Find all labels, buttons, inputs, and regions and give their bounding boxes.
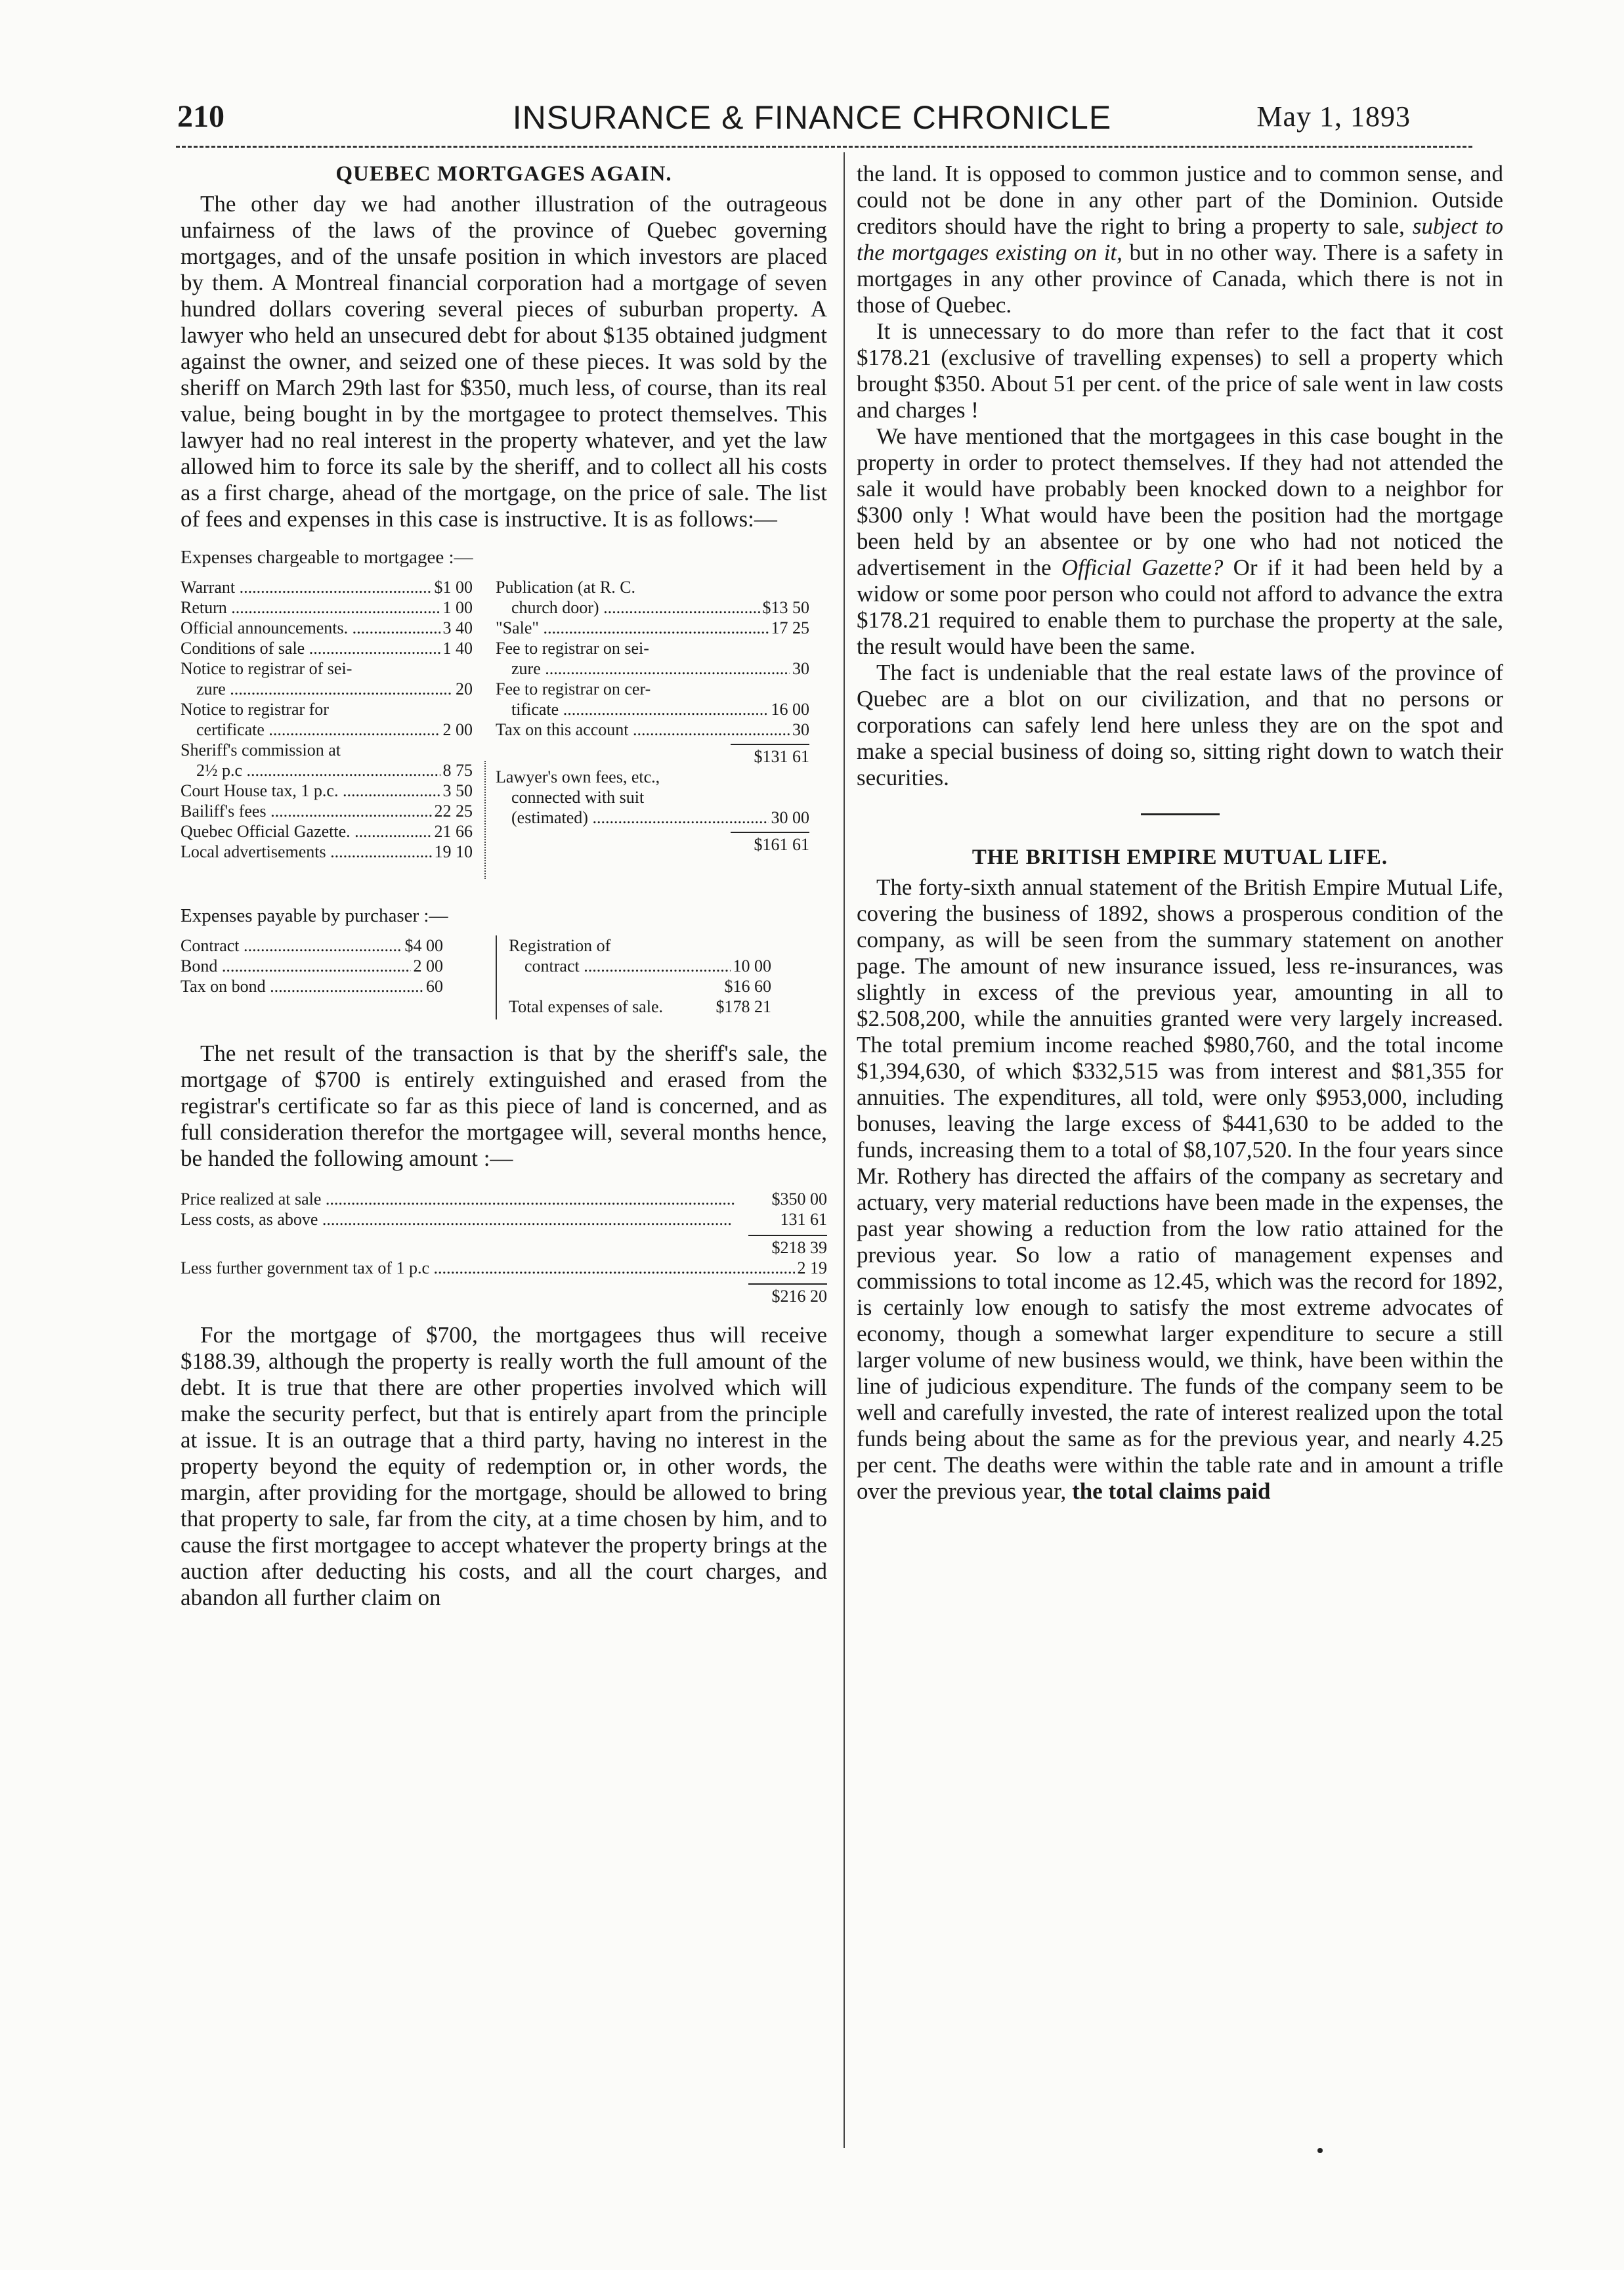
purchaser-total: $178 21 [714, 996, 772, 1017]
ledger-label: Notice to registrar for [181, 700, 329, 719]
ledger-amount: 8 75 [440, 760, 473, 781]
ledger-label: Fee to registrar on sei- [496, 639, 649, 658]
ledger-label: Notice to registrar of sei- [181, 659, 353, 678]
ledger-row [496, 638, 809, 658]
mortgagee-subtotal: $131 61 [752, 746, 810, 767]
mortgagee-expenses-right [496, 577, 809, 855]
journal-title: INSURANCE & FINANCE CHRONICLE [512, 99, 1112, 136]
ledger-amount: 22 25 [432, 801, 473, 821]
ledger-amount: 10 00 [731, 956, 772, 976]
ledger-row [181, 577, 473, 597]
ledger-separator [484, 761, 486, 879]
purchaser-expenses-heading: Expenses payable by purchaser :— [181, 905, 448, 926]
purchaser-expenses-right [509, 935, 771, 1017]
ledger-amount: 30 00 [769, 807, 810, 828]
ledger-row [181, 760, 473, 781]
paragraph [857, 874, 1503, 1505]
text-run: We have mentioned that the mortgagees in this case bought in the property in order to protect themselves. If they had not attended the sale it would have probably been knocked down to a neighbor for $300 only ! What would have been the position had the mortgage been held by an absentee or by one who had not noticed the advertisement in the [857, 423, 1503, 580]
ledger-label: church door) ..... [496, 597, 809, 618]
italic-run: Official Gazette? [1061, 555, 1224, 580]
ledger-row [496, 679, 809, 699]
ledger-amount: 2 00 [440, 719, 473, 740]
ledger-amount: 16 00 [769, 699, 810, 719]
ledger-row [496, 597, 809, 618]
text-run: but in no other way. There is a safety in mortgages in any other province of Canada, which there is not in those of Quebec. [857, 240, 1503, 318]
header-rule [176, 146, 1472, 148]
ledger-row [496, 577, 809, 597]
ledger-label: Tax on bond ..... [181, 976, 443, 996]
ledger-row [181, 1286, 827, 1306]
ledger-row [496, 807, 809, 828]
ledger-row [509, 996, 771, 1017]
ledger-amount: 60 [423, 976, 443, 996]
ledger-amount: 2 00 [411, 956, 444, 976]
ledger-row [181, 658, 473, 679]
ledger-label: Less costs, as above ..... [181, 1209, 732, 1230]
paragraph: The fact is undeniable that the real estate laws of the province of Quebec are a blot on our civilization, and that no persons or corporations can safely lend here unless they are on the spot and make a special business of doing so, sitting right down to watch their securities. [857, 660, 1503, 790]
ledger-amount: $350 00 [769, 1189, 828, 1209]
ledger-row [181, 679, 473, 699]
ledger-amount: $4 00 [402, 935, 444, 956]
ledger-row [181, 618, 473, 638]
ledger-row [181, 699, 473, 719]
page-number: 210 [177, 99, 224, 134]
ledger-amount: 3 50 [440, 781, 473, 801]
ledger-label: "Sale" ..... [496, 618, 809, 638]
ledger-row [496, 719, 809, 740]
ledger-label: Quebec Official Gazette. ..... [181, 821, 473, 842]
ledger-row [496, 767, 809, 787]
ledger-amount: 30 [790, 719, 809, 740]
column-divider [844, 152, 845, 2148]
ledger-label: Conditions of sale ..... [181, 638, 473, 658]
ledger-row [509, 935, 771, 956]
ledger-row [181, 842, 473, 862]
ledger-label: Local advertisements ..... [181, 842, 473, 862]
paragraph: The other day we had another illustration of the outrageous unfairness of the laws of the province of Quebec governing mortgages, and of the unsafe position in which investors are placed by them. A Montreal financial corporation had a mortgage of seven hundred dollars covering several pieces of suburban property. A lawyer who held an unsecured debt for about $135 obtained judgment against the owner, and seized one of these pieces. It was sold by the sheriff on March 29th last for $350, much less, of course, than its real value, being bought in by the mortgagee to protect themselves. This lawyer had no real interest in the property whatever, and yet the law allowed him to force its sale by the sheriff, and to collect all his costs as a first charge, ahead of the mortgage, on the price of sale. The list of fees and expenses in this case is instructive. It is as follows:— [181, 191, 827, 532]
ledger-label: Return ..... [181, 597, 473, 618]
ledger-amount: 20 [453, 679, 473, 699]
ledger-amount: 30 [790, 658, 809, 679]
bold-run: the total claims paid [1072, 1478, 1271, 1504]
section-rule [1141, 813, 1220, 815]
ledger-row [496, 787, 809, 807]
ledger-label: connected with suit [511, 788, 645, 807]
ledger-row [181, 1258, 827, 1278]
ledger-label: (estimated) ..... [496, 807, 809, 828]
purchaser-expenses-left [181, 935, 443, 996]
calc-total: $216 20 [769, 1286, 828, 1306]
ledger-label: Bailiff's fees ..... [181, 801, 473, 821]
left-column [181, 161, 827, 1611]
article-heading-quebec: QUEBEC MORTGAGES AGAIN. [335, 162, 672, 186]
ledger-row [509, 956, 771, 976]
ledger-row [181, 1209, 827, 1230]
ledger-amount: $13 50 [760, 597, 810, 618]
mortgagee-expenses-heading: Expenses chargeable to mortgagee :— [181, 547, 473, 568]
ledger-label: Less further government tax of 1 p.c ..... [181, 1258, 827, 1278]
mortgagee-expenses-table [181, 577, 827, 891]
italic-run: subject to the mortgages existing on it, [857, 213, 1503, 265]
page-header [0, 98, 1624, 138]
right-column [857, 161, 1503, 1505]
ledger-amount: 21 66 [432, 821, 473, 842]
mortgagee-expenses-left [181, 577, 473, 862]
ledger-label: 2½ p.c ..... [181, 760, 473, 781]
ledger-amount: 2 19 [795, 1258, 828, 1278]
ledger-label: Publication (at R. C. [496, 578, 636, 597]
ledger-label: tificate ..... [496, 699, 809, 719]
ledger-row [181, 781, 473, 801]
ledger-label: contract ..... [509, 956, 771, 976]
ledger-row [181, 597, 473, 618]
ledger-label: Sheriff's commission at [181, 740, 341, 760]
ledger-row [181, 1237, 827, 1258]
ledger-label: Warrant ..... [181, 577, 473, 597]
ledger-separator [496, 935, 497, 1019]
calc-subtotal: $218 39 [769, 1237, 828, 1258]
ledger-label: Registration of [509, 936, 611, 955]
article-heading-british-empire: THE BRITISH EMPIRE MUTUAL LIFE. [972, 846, 1388, 869]
mortgagee-total: $161 61 [752, 834, 810, 855]
ledger-row [181, 740, 473, 760]
ledger-row [181, 976, 443, 996]
ledger-row [181, 821, 473, 842]
ledger-amount: 131 61 [778, 1209, 828, 1230]
ledger-label: Price realized at sale ..... [181, 1189, 735, 1209]
ledger-label: Total expenses of sale. [509, 997, 663, 1016]
ledger-amount: $1 00 [432, 577, 473, 597]
ledger-row [181, 956, 443, 976]
ledger-amount: 3 40 [440, 618, 473, 638]
issue-date: May 1, 1893 [1256, 100, 1411, 133]
paragraph: The net result of the transaction is that by the sheriff's sale, the mortgage of $700 is entirely extinguished and erased from the registrar's certificate so far as this piece of land is concerned, and as full consideration therefor the mortgagee will, several months hence, be handed the following amount :— [181, 1040, 827, 1171]
ledger-label: Court House tax, 1 p.c. ..... [181, 781, 473, 801]
text-run: Or if it had been held by a widow or some poor person who could not afford to advance the extra $178.21 required to enable them to purchase the property at the sale, the result would have been the same. [857, 555, 1504, 659]
ledger-label: zure ..... [496, 658, 809, 679]
purchaser-expenses-table [181, 935, 827, 1027]
ledger-label: certificate ..... [181, 719, 473, 740]
ledger-amount: 1 40 [440, 638, 473, 658]
paragraph: For the mortgage of $700, the mortgagees thus will receive $188.39, although the property is really worth the full amount of the debt. It is true that there are other properties involved which will make the security perfect, but that is entirely apart from the principle at issue. It is an outrage that a third party, having no interest in the property beyond the equity of redemption or, in other words, the margin, after providing for the mortgage, should be allowed to bring that property to sale, far from the city, at a time chosen by him, and to cause the first mortgagee to accept whatever the property brings at the auction after deducting his costs, and all the court charges, and abandon all further claim on [181, 1322, 827, 1610]
purchaser-subtotal: $16 60 [722, 976, 772, 996]
ledger-label: Fee to registrar on cer- [496, 679, 651, 698]
ledger-row [496, 834, 809, 855]
paragraph [857, 423, 1503, 660]
ledger-row [181, 719, 473, 740]
ledger-row [181, 801, 473, 821]
ledger-label: Contract ..... [181, 935, 443, 956]
ledger-row [181, 935, 443, 956]
ledger-label: zure ..... [181, 679, 473, 699]
ledger-amount: 17 25 [769, 618, 810, 638]
ledger-amount: 19 10 [432, 842, 473, 862]
ledger-label: Lawyer's own fees, etc., [496, 767, 660, 786]
ledger-label: Official announcements. ..... [181, 618, 473, 638]
ledger-row [496, 658, 809, 679]
ledger-amount: 1 00 [440, 597, 473, 618]
ledger-row [181, 1189, 827, 1209]
ledger-label: Tax on this account ..... [496, 719, 809, 740]
ledger-row [496, 746, 809, 767]
ledger-row [509, 976, 771, 996]
paragraph: It is unnecessary to do more than refer to the fact that it cost $178.21 (exclusive of travelling expenses) to sell a property which brought $350. About 51 per cent. of the price of sale went in law costs and charges ! [857, 318, 1503, 423]
ledger-row [496, 618, 809, 638]
ledger-row [181, 638, 473, 658]
stray-mark [1317, 2148, 1323, 2153]
ledger-row [496, 699, 809, 719]
paragraph [857, 161, 1503, 318]
ledger-label: Bond ..... [181, 956, 443, 976]
net-result-calculation [181, 1189, 827, 1306]
text-run: the land. It is opposed to common justice and to common sense, and could not be done in any other part of the Dominion. Outside creditors should have the right to bring a property to sale, [857, 161, 1503, 239]
text-run: The forty-sixth annual statement of the British Empire Mutual Life, covering the business of 1892, shows a prosperous condition of the company, as will be seen from the summary statement on another page. The amount of new insurance issued, less re-insurances, was slightly in excess of the previous year, amounting in all to $2.508,200, while the annuities granted were very largely increased. The total premium income reached $980,760, and the total income $1,394,630, of which $332,515 was from interest and $81,355 for annuities. The expenditures, all told, were only $953,000, including bonuses, leaving the large excess of $441,630 to be added to the funds, increasing them to a total of $8,107,520. In the four years since Mr. Rothery has directed the affairs of the company as secretary and actuary, very material reductions have been made in the expenses, the past year showing a reduction from the low ratio attained for the previous year. So low a ratio of management expenses and commissions to total income as 12.45, which was the record for 1892, is certainly low enough to satisfy the most extreme advocates of economy, though a somewhat larger expenditure to secure a still larger volume of new business would, we think, have been within the line of judicious expenditure. The funds of the company seem to be well and carefully invested, the rate of interest realized upon the total funds being about the same as for the previous year, and nearly 4.25 per cent. The deaths were within the table rate and in amount a trifle over the previous year, [857, 874, 1503, 1504]
